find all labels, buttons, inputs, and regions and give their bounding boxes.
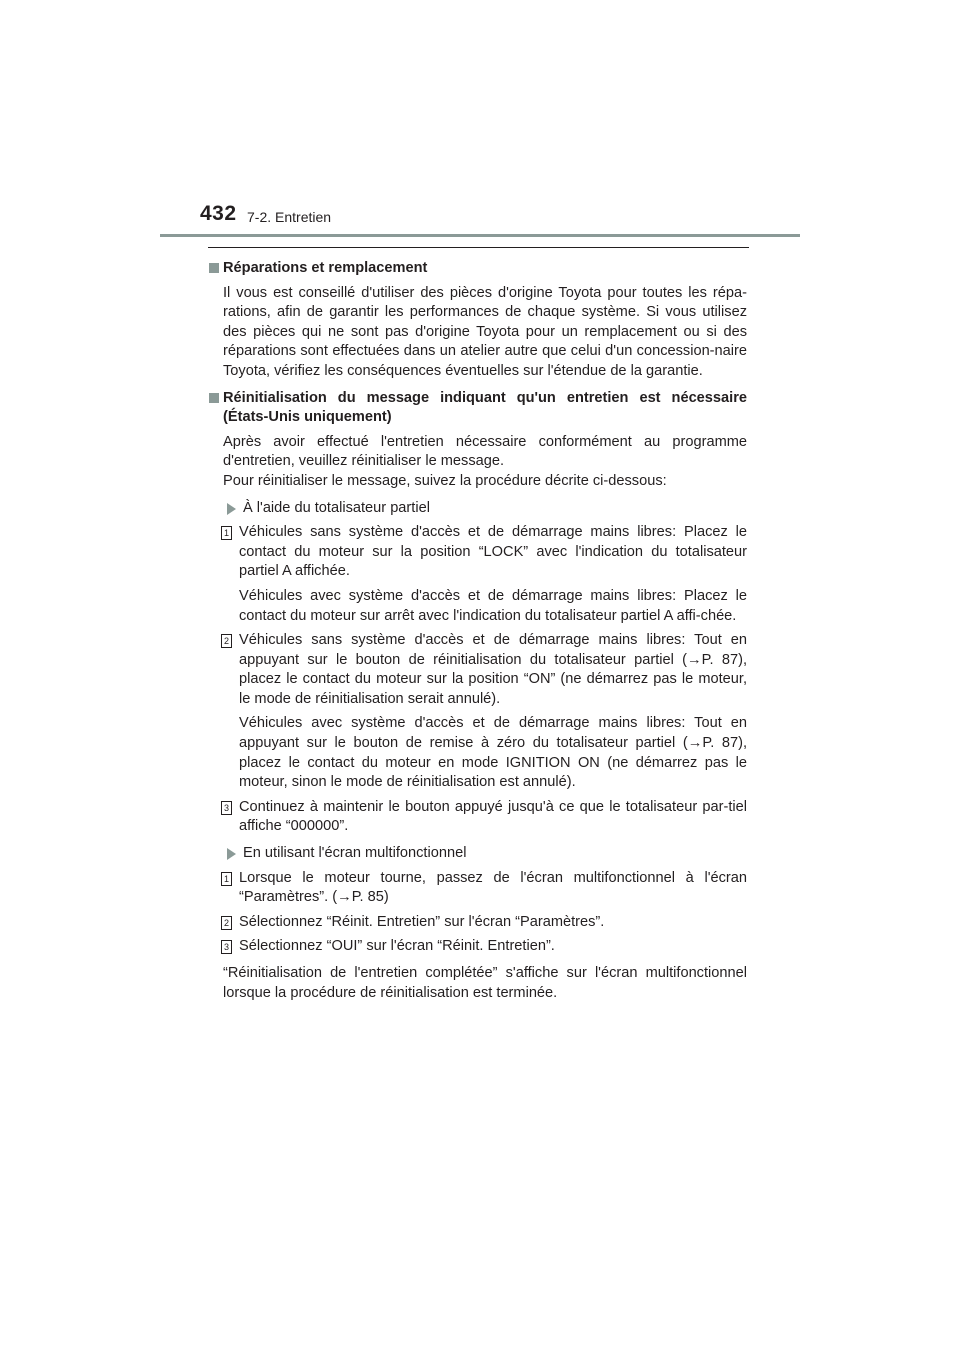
step-text: Sélectionnez “OUI” sur l'écran “Réinit. Entretien”. — [239, 938, 555, 955]
square-bullet-icon — [209, 393, 219, 403]
step-number-icon: 3 — [221, 801, 232, 815]
section-heading — [209, 389, 747, 428]
triangle-bullet-icon — [227, 503, 236, 515]
subsection-heading — [209, 844, 747, 864]
paragraph: Pour réinitialiser le message, suivez la procédure décrite ci-dessous: — [223, 472, 667, 489]
subsection-title: En utilisant l'écran multifonctionnel — [243, 845, 467, 862]
triangle-bullet-icon — [227, 848, 236, 860]
step-text: Lorsque le moteur tourne, passez de l'écran multifonctionnel à l'écran “Paramètres”. (→P. 85) — [239, 869, 747, 906]
subsection-title: À l'aide du totalisateur partiel — [243, 499, 430, 516]
step-item — [209, 523, 747, 582]
header-rule — [160, 234, 800, 237]
step-number-icon: 1 — [221, 872, 232, 886]
step-text: Sélectionnez “Réinit. Entretien” sur l'écran “Paramètres”. — [239, 913, 605, 930]
section-title: Réinitialisation du message indiquant qu'un entretien est nécessaire (États-Unis uniquement) — [223, 389, 747, 426]
subsection-heading — [209, 499, 747, 519]
paragraph: Il vous est conseillé d'utiliser des pièces d'origine Toyota pour toutes les répa-rations, afin de garantir les performances de chaque système. Si vous utilisez des pièces qui ne sont pas d'origine Toyota pour un remplacement ou si des réparations sont effectuées dans un atelier autre que celui d'un concession-naire Toyota, vérifiez les conséquences éventuelles sur l'étendue de la garantie. — [223, 284, 747, 379]
step-text: Véhicules sans système d'accès et de démarrage mains libres: Tout en appuyant sur le bouton de réinitialisation du totalisateur partiel (→P. 87), placez le contact du moteur sur la position “ON” (ne démarrez pas le moteur, le mode de réinitialisation serait annulé). — [239, 632, 747, 707]
paragraph: Après avoir effectué l'entretien nécessaire conformément au programme d'entretien, veuillez réinitialiser le message. — [223, 433, 747, 470]
step-item — [209, 937, 747, 957]
square-bullet-icon — [209, 263, 219, 273]
step-number-icon: 2 — [221, 916, 232, 930]
section-heading — [209, 259, 747, 279]
step-number-icon: 2 — [221, 634, 232, 648]
step-item — [209, 869, 747, 908]
step-text: Véhicules avec système d'accès et de démarrage mains libres: Placez le contact du moteur sur arrêt avec l'indication du totalisateur partiel A affi-chée. — [239, 587, 747, 624]
step-item — [209, 631, 747, 709]
step-text: Véhicules avec système d'accès et de démarrage mains libres: Tout en appuyant sur le bouton de remise à zéro du totalisateur partiel (→P. 87), placez le contact du moteur en mode IGNITION ON (ne démarrez pas le moteur, sinon le mode de réinitialisation est annulé). — [239, 715, 747, 791]
section-rule — [208, 247, 749, 248]
step-number-icon: 1 — [221, 526, 232, 540]
page-content — [209, 259, 747, 1003]
chapter-title: 7-2. Entretien — [247, 209, 332, 225]
paragraph: “Réinitialisation de l'entretien complétée” s'affiche sur l'écran multifonctionnel lorsque la procédure de réinitialisation est terminée. — [223, 965, 747, 1001]
step-number-icon: 3 — [221, 940, 232, 954]
page-number: 432 — [200, 202, 237, 225]
step-item — [209, 913, 747, 933]
section-title: Réparations et remplacement — [223, 260, 428, 276]
step-text: Continuez à maintenir le bouton appuyé jusqu'à ce que le totalisateur par-tiel affiche “000000”. — [239, 798, 747, 835]
step-text: Véhicules sans système d'accès et de démarrage mains libres: Placez le contact du moteur sur la position “LOCK” avec l'indication du totalisateur partiel A affichée. — [239, 524, 747, 580]
step-item — [209, 798, 747, 837]
